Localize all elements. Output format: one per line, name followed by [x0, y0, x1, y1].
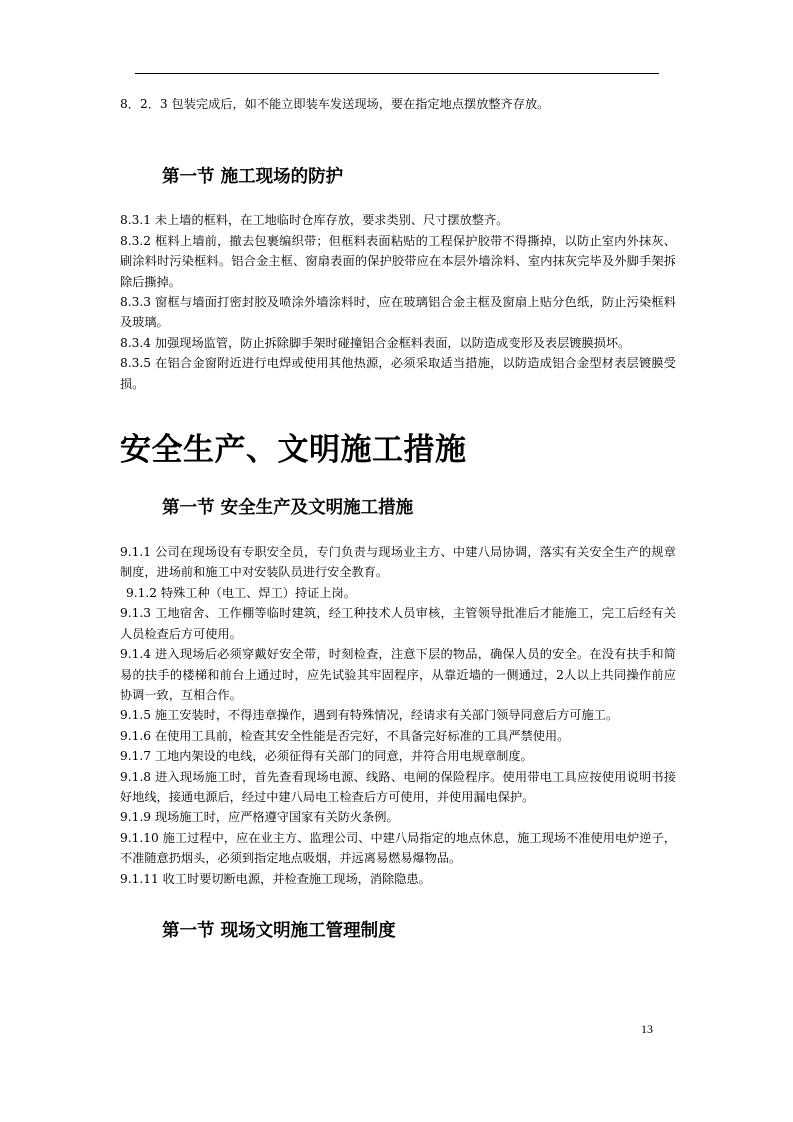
header-rule	[135, 73, 659, 74]
paragraph-8-2-3: 8．2．3 包装完成后，如不能立即装车发送现场，要在指定地点摆放整齐存放。	[120, 97, 550, 111]
page-number: 13	[641, 1022, 653, 1036]
paragraph-9-1-10: 9.1.10 施工过程中，应在业主方、监理公司、中建八局指定的地点休息，施工现场不准使用电炉逆子，不准随意扔烟头，必须到指定地点吸烟，并远离易燃易爆物品。	[120, 830, 676, 866]
paragraph-8-3-3: 8.3.3 窗框与墙面打密封胶及喷涂外墙涂料时，应在玻璃铝合金主框及窗扇上贴分色纸，防止污染框料及玻璃。	[120, 295, 676, 330]
chapter-title: 安全生产、文明施工措施	[120, 432, 467, 469]
paragraph-8-3-5: 8.3.5 在铝合金窗附近进行电焊或使用其他热源，必须采取适当措施，以防造成铝合金型材表层镀膜受损。	[120, 356, 676, 391]
paragraph-9-1-11: 9.1.11 收工时要切断电源，并检查施工现场，消除隐患。	[120, 871, 431, 886]
section-title-management: 第一节 现场文明施工管理制度	[162, 920, 396, 941]
paragraph-9-1-6: 9.1.6 在使用工具前，检查其安全性能是否完好，不具备完好标准的工具严禁使用。	[120, 728, 570, 743]
paragraph-8-3-1: 8.3.1 未上墙的框料，在工地临时仓库存放，要求类别、尺寸摆放整齐。	[120, 213, 509, 228]
paragraph-8-3-4: 8.3.4 加强现场监管，防止拆除脚手架时碰撞铝合金框料表面，以防造成变形及表层镀膜损坏。	[120, 335, 631, 350]
page-content	[120, 94, 676, 943]
paragraph-9-1-2: 9.1.2 特殊工种（电工、焊工）持证上岗。	[126, 585, 356, 600]
paragraph-9-1-5: 9.1.5 施工安装时，不得违章操作，遇到有特殊情况，经请求有关部门领导同意后方可施工。	[120, 708, 619, 723]
paragraph-9-1-3: 9.1.3 工地宿舍、工作棚等临时建筑，经工种技术人员审核，主管领导批准后才能施工，完工后经有关人员检查后方可使用。	[120, 606, 676, 641]
paragraph-9-1-8: 9.1.8 进入现场施工时，首先查看现场电源、线路、电闸的保险程序。使用带电工具应按使用说明书接好地线，接通电源后，经过中建八局电工检查后方可使用，并使用漏电保护。	[120, 769, 676, 804]
paragraph-9-1-1: 9.1.1 公司在现场设有专职安全员，专门负责与现场业主方、中建八局协调，落实有关安全生产的规章制度，进场前和施工中对安装队员进行安全教育。	[120, 545, 676, 580]
section-title-protection: 第一节 施工现场的防护	[162, 167, 344, 188]
paragraph-8-3-2: 8.3.2 框料上墙前，撤去包裹编织带；但框料表面粘贴的工程保护胶带不得撕掉，以防止室内外抹灰、刷涂料时污染框料。铝合金主框、窗扇表面的保护胶带应在本层外墙涂料、室内抹灰完毕及外脚手架拆除后撕掉。	[120, 233, 676, 289]
section-title-safety: 第一节 安全生产及文明施工措施	[162, 498, 414, 519]
paragraph-9-1-9: 9.1.9 现场施工时，应严格遵守国家有关防火条例。	[120, 810, 399, 825]
paragraph-9-1-7: 9.1.7 工地内架设的电线，必须征得有关部门的同意，并符合用电规章制度。	[120, 749, 533, 764]
paragraph-9-1-4: 9.1.4 进入现场后必须穿戴好安全带，时刻检查，注意下层的物品，确保人员的安全。在没有扶手和简易的扶手的楼梯和前台上通过时，应先试验其牢固程序，从靠近墙的一侧通过，2人以上共同操作前应协调一致，互相合作。	[120, 647, 676, 702]
